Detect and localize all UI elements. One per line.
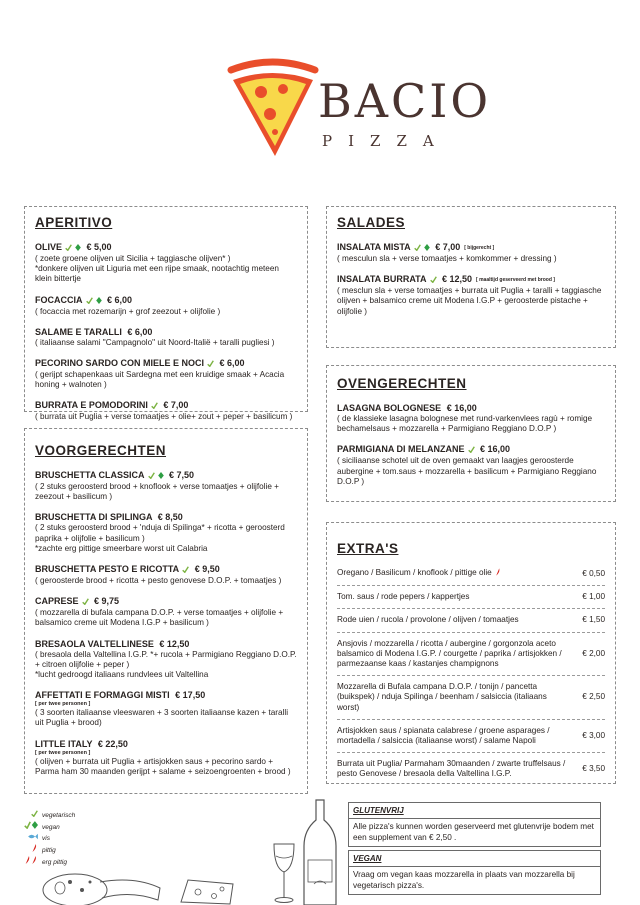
extras-row bbox=[337, 586, 605, 609]
legend-vegetarian-label: vegetarisch bbox=[42, 812, 76, 819]
menu-item-header bbox=[35, 242, 297, 254]
brand-name: BACIO bbox=[318, 74, 492, 128]
menu-item-footnote: *lucht gedroogd italiaans rundvlees uit Valtellina bbox=[35, 670, 209, 680]
vegan-icon bbox=[75, 243, 81, 254]
menu-item-header bbox=[35, 739, 297, 750]
menu-item-description: ( 2 stuks geroosterd brood + knoflook + verse tomaatjes + olijfolie + zeezout + basilicum ) bbox=[35, 482, 279, 502]
extras-row-price: € 1,50 bbox=[582, 615, 605, 625]
ovengerechten-section bbox=[326, 365, 616, 502]
menu-item-name: BRESAOLA VALTELLINESE bbox=[35, 638, 154, 649]
salades-items bbox=[337, 242, 605, 317]
extras-row-text bbox=[337, 682, 567, 713]
aperitivo-items bbox=[35, 242, 297, 423]
menu-item-name: OLIVE bbox=[35, 242, 63, 252]
voorgerechten-title: VOORGERECHTEN bbox=[35, 443, 167, 458]
menu-item-description: ( 2 stuks geroosterd brood + 'nduja di Spilinga* + ricotta + geroosterd paprika + olijfolie + basilicum ) bbox=[35, 523, 285, 543]
menu-item-name: PECORINO SARDO CON MIELE E NOCI bbox=[35, 358, 205, 369]
vegetarian-icon bbox=[86, 296, 93, 307]
menu-item-description: ( bresaola della Valtellina I.G.P. *+ rucola + Parmigiano Reggiano D.O.P. + citroen olijfolie + peper ) bbox=[35, 649, 297, 669]
vegetarian-icon bbox=[430, 275, 437, 286]
extras-title: EXTRA'S bbox=[337, 541, 399, 556]
menu-item-header bbox=[35, 564, 297, 576]
menu-item-header bbox=[35, 690, 297, 701]
fish-icon bbox=[20, 833, 38, 844]
menu-item-price: € 6,00 bbox=[219, 358, 245, 369]
menu-item-name: INSALATA BURRATA bbox=[337, 274, 427, 285]
menu-item bbox=[35, 400, 297, 422]
extras-row bbox=[337, 720, 605, 753]
vegan-icon bbox=[424, 243, 430, 254]
menu-item-header bbox=[35, 596, 297, 608]
extras-row bbox=[337, 753, 605, 785]
header bbox=[0, 0, 640, 190]
vegetarian-icon bbox=[20, 810, 38, 821]
salami-sketch-icon bbox=[40, 860, 170, 905]
legend-vegetarian bbox=[20, 810, 75, 821]
menu-item bbox=[35, 690, 297, 728]
vegetarian-icon bbox=[148, 471, 155, 482]
menu-item-price: € 6,00 bbox=[107, 294, 133, 305]
menu-item-name: BRUSCHETTA DI SPILINGA bbox=[35, 512, 153, 523]
menu-item-price: € 22,50 bbox=[97, 738, 128, 749]
vegan-icon bbox=[158, 471, 164, 482]
menu-item-name: BRUSCHETTA PESTO E RICOTTA bbox=[35, 564, 180, 575]
vegetarian-icon bbox=[82, 597, 89, 608]
menu-item-header bbox=[337, 242, 605, 254]
menu-item-note: [ maaltijd geserveerd met brood ] bbox=[476, 277, 555, 284]
extras-row-price: € 2,00 bbox=[582, 648, 605, 658]
extras-row-text bbox=[337, 592, 567, 602]
cheese-sketch-icon bbox=[178, 872, 238, 905]
menu-item-name: INSALATA MISTA bbox=[337, 242, 411, 252]
salades-section bbox=[326, 206, 616, 348]
extras-row-label: Rode uien / rucola / provolone / olijven / tomaatjes bbox=[337, 615, 519, 625]
extras-row-price: € 3,00 bbox=[582, 730, 605, 740]
menu-item-price: € 6,00 bbox=[127, 326, 153, 337]
menu-item bbox=[337, 242, 605, 264]
menu-item-note: [ bijgerecht ] bbox=[464, 245, 495, 251]
extras-list bbox=[337, 562, 605, 786]
menu-item-price: € 12,50 bbox=[442, 274, 473, 285]
menu-item-price: € 8,50 bbox=[157, 512, 183, 523]
extras-row bbox=[337, 562, 605, 586]
menu-item bbox=[35, 358, 297, 390]
menu-item-description: ( italiaanse salami "Campagnolo" uit Noord-Italië + taralli pugliesi ) bbox=[35, 337, 275, 347]
vegetarian-icon bbox=[468, 445, 475, 456]
menu-item-price: € 12,50 bbox=[159, 638, 190, 649]
menu-item-price: € 9,50 bbox=[194, 564, 220, 575]
menu-item-price: € 16,00 bbox=[480, 444, 511, 455]
menu-item-price: € 7,00 bbox=[163, 400, 189, 411]
menu-item-description: ( mesclun sla + verse tomaatjes + burrata uit Puglia + taralli + taggiasche olijven + balsamico creme uit Modena I.G.P + geroosterde pistache + olijfolie ) bbox=[337, 286, 602, 316]
legend-very-spicy-label: erg pittig bbox=[42, 859, 67, 866]
glutenvrij-text: Alle pizza's kunnen worden geserveerd met glutenvrije bodem met een supplement van € 2,50 . bbox=[353, 822, 594, 842]
menu-item bbox=[337, 274, 605, 317]
menu-item-name: FOCACCIA bbox=[35, 294, 83, 305]
menu-item-header bbox=[35, 512, 297, 523]
menu-item bbox=[35, 242, 297, 285]
menu-item-name: LASAGNA BOLOGNESE bbox=[337, 403, 442, 413]
voorgerechten-items bbox=[35, 470, 297, 777]
vegan-info-text: Vraag om vegan kaas mozzarella in plaats van mozzarella bij vegetarisch pizza's. bbox=[353, 870, 575, 890]
double-chili-icon bbox=[20, 856, 38, 868]
extras-row-label: Oregano / Basilicum / knoflook / pittige olie bbox=[337, 568, 492, 577]
legend-spicy bbox=[20, 844, 75, 856]
vegetarian-icon bbox=[182, 565, 189, 576]
menu-item-description: ( focaccia met rozemarijn + grof zeezout + olijfolie ) bbox=[35, 306, 221, 316]
menu-item-name: BURRATA E POMODORINI bbox=[35, 400, 148, 411]
menu-item-description: ( geroosterde brood + ricotta + pesto genovese D.O.P. + tomaatjes ) bbox=[35, 576, 282, 586]
menu-item-description: ( olijven + burrata uit Puglia + artisjokken saus + pecorino sardo + Parma ham 30 maanden gerijpt + salame + seizoengroenten + brood ) bbox=[35, 756, 291, 776]
menu-item bbox=[35, 512, 297, 554]
brand bbox=[318, 74, 492, 150]
vegetarian-icon bbox=[414, 243, 421, 254]
legend-fish-label: vis bbox=[42, 835, 50, 842]
extras-row-price: € 0,50 bbox=[582, 568, 605, 578]
aperitivo-section bbox=[24, 206, 308, 422]
menu-item-price: € 16,00 bbox=[446, 403, 477, 413]
chili-icon bbox=[20, 844, 38, 856]
salades-title: SALADES bbox=[337, 215, 406, 230]
extras-row-text bbox=[337, 726, 567, 746]
extras-row-text bbox=[337, 759, 567, 779]
menu-item bbox=[35, 564, 297, 586]
vegetarian-icon bbox=[65, 243, 72, 254]
extras-row-text bbox=[337, 615, 567, 625]
extras-row bbox=[337, 676, 605, 720]
menu-item-description: ( siciliaanse schotel uit de oven gemaakt van laagjes geroosterde aubergine + tom.saus + mozzarella + basilicum + Parmigiano Reggiano D.O.P ) bbox=[337, 456, 597, 486]
brand-subtitle: PIZZA bbox=[322, 132, 450, 150]
pizza-slice-logo bbox=[225, 58, 320, 163]
menu-item-header bbox=[337, 403, 605, 414]
ovengerechten-items bbox=[337, 403, 605, 487]
menu-item-header bbox=[35, 470, 297, 482]
glutenvrij-title: GLUTENVRIJ bbox=[349, 803, 600, 819]
menu-item-description: ( gerijpt schapenkaas uit Sardegna met een kruidige smaak + Acacia honing + walnoten ) bbox=[35, 370, 285, 390]
menu-item bbox=[337, 403, 605, 434]
menu-item-name: LITTLE ITALY bbox=[35, 738, 93, 749]
legend-vegan bbox=[20, 821, 75, 833]
legend-spicy-label: pittig bbox=[42, 847, 56, 854]
menu-item-price: € 7,00 bbox=[435, 242, 461, 252]
glutenvrij-box bbox=[348, 802, 601, 847]
menu-item bbox=[35, 327, 297, 348]
extras-row-price: € 3,50 bbox=[582, 764, 605, 774]
menu-item-subnote: [ per twee personen ] bbox=[35, 749, 91, 756]
vegetarian-icon bbox=[151, 401, 158, 412]
legend-vegan-label: vegan bbox=[42, 824, 60, 831]
menu-item-description: ( mozzarella di bufala campana D.O.P. + verse tomaatjes + olijfolie + balsamico creme uit Modena I.G.P + basilicum ) bbox=[35, 608, 284, 628]
chili-icon bbox=[495, 568, 501, 579]
vegan-icon bbox=[20, 821, 38, 833]
vegan-box bbox=[348, 850, 601, 895]
vegan-info-title: VEGAN bbox=[349, 851, 600, 867]
extras-row-price: € 1,00 bbox=[582, 592, 605, 602]
menu-item-description: ( 3 soorten italiaanse vleeswaren + 3 soorten italiaanse kazen + taralli uit Puglia + brood) bbox=[35, 708, 289, 728]
menu-item-header bbox=[337, 444, 605, 456]
ovengerechten-title: OVENGERECHTEN bbox=[337, 376, 467, 391]
menu-item-header bbox=[337, 274, 605, 286]
menu-item-price: € 5,00 bbox=[86, 242, 112, 252]
menu-item-description: ( burrata uit Puglia + verse tomaatjes + olie+ zout + peper + basilicum ) bbox=[35, 412, 293, 422]
menu-item-header bbox=[35, 327, 297, 338]
menu-item-subnote: [ per twee personen ] bbox=[35, 701, 91, 708]
menu-item-header bbox=[35, 358, 297, 370]
menu-item-header bbox=[35, 639, 297, 650]
menu-item-price: € 17,50 bbox=[175, 690, 206, 701]
menu-item-name: CAPRESE bbox=[35, 596, 79, 607]
menu-item bbox=[35, 639, 297, 681]
extras-row-label: Ansjovis / mozzarella / ricotta / aubergine / gorgonzola aceto balsamico di Modena I.G.P. / courgette / paprika / artisjokken / parmezaanse kaas / kastanjes champignons bbox=[337, 638, 562, 669]
extras-row-price: € 2,50 bbox=[582, 692, 605, 702]
aperitivo-title: APERITIVO bbox=[35, 215, 113, 230]
menu-item-name: SALAME E TARALLI bbox=[35, 326, 122, 337]
menu-item bbox=[35, 470, 297, 502]
menu-item-footnote: *zachte erg pittige smeerbare worst uit Calabria bbox=[35, 543, 208, 553]
menu-item-price: € 9,75 bbox=[94, 596, 120, 607]
voorgerechten-section bbox=[24, 428, 308, 794]
menu-item-description: ( mesculun sla + verse tomaatjes + komkommer + dressing ) bbox=[337, 254, 557, 263]
menu-item bbox=[337, 444, 605, 487]
vegan-icon bbox=[96, 296, 102, 307]
menu-item bbox=[35, 596, 297, 628]
menu-item-name: AFFETTATI E FORMAGGI MISTI bbox=[35, 690, 170, 701]
wine-bottle-glass-sketch-icon bbox=[270, 798, 342, 905]
legend-fish bbox=[20, 833, 75, 844]
menu-item-price: € 7,50 bbox=[169, 470, 195, 480]
menu-item bbox=[35, 295, 297, 317]
menu-item-name: BRUSCHETTA CLASSICA bbox=[35, 470, 145, 480]
extras-row bbox=[337, 609, 605, 632]
menu-item-description: ( de klassieke lasagna bolognese met rund-varkenvlees ragù + romige bechamelsaus + mozzarella + Parmigiano Reggiano D.O.P ) bbox=[337, 414, 593, 434]
extras-row-label: Tom. saus / rode pepers / kappertjes bbox=[337, 592, 470, 602]
menu-item-header bbox=[35, 400, 297, 412]
menu-item-footnote: *donkere olijven uit Liguria met een rijpe smaak, nootachtig meteen klein bittertje bbox=[35, 264, 279, 284]
menu-item-name: PARMIGIANA DI MELANZANE bbox=[337, 444, 465, 455]
extras-row-text bbox=[337, 568, 567, 579]
extras-row-label: Burrata uit Puglia/ Parmaham 30maanden / zwarte truffelsaus / pesto Genovese / bresaola della Valtellina I.G.P. bbox=[337, 759, 566, 779]
extras-row bbox=[337, 633, 605, 677]
vegetarian-icon bbox=[207, 359, 214, 370]
extras-row-label: Mozzarella di Bufala campana D.O.P. / tonijn / pancetta (buikspek) / nduja Spilinga / beenham / salsiccia (italiaans worst) bbox=[337, 682, 547, 712]
extras-row-text bbox=[337, 639, 567, 670]
menu-item bbox=[35, 739, 297, 777]
extras-row-label: Artisjokken saus / spianata calabrese / groene asparages / mortadella / salsiccia (italiaanse worst) / salame Napoli bbox=[337, 725, 550, 746]
menu-item-description: ( zoete groene olijven uit Sicilia + taggiasche olijven* ) bbox=[35, 254, 231, 263]
extras-section bbox=[326, 522, 616, 784]
menu-item-header bbox=[35, 295, 297, 307]
